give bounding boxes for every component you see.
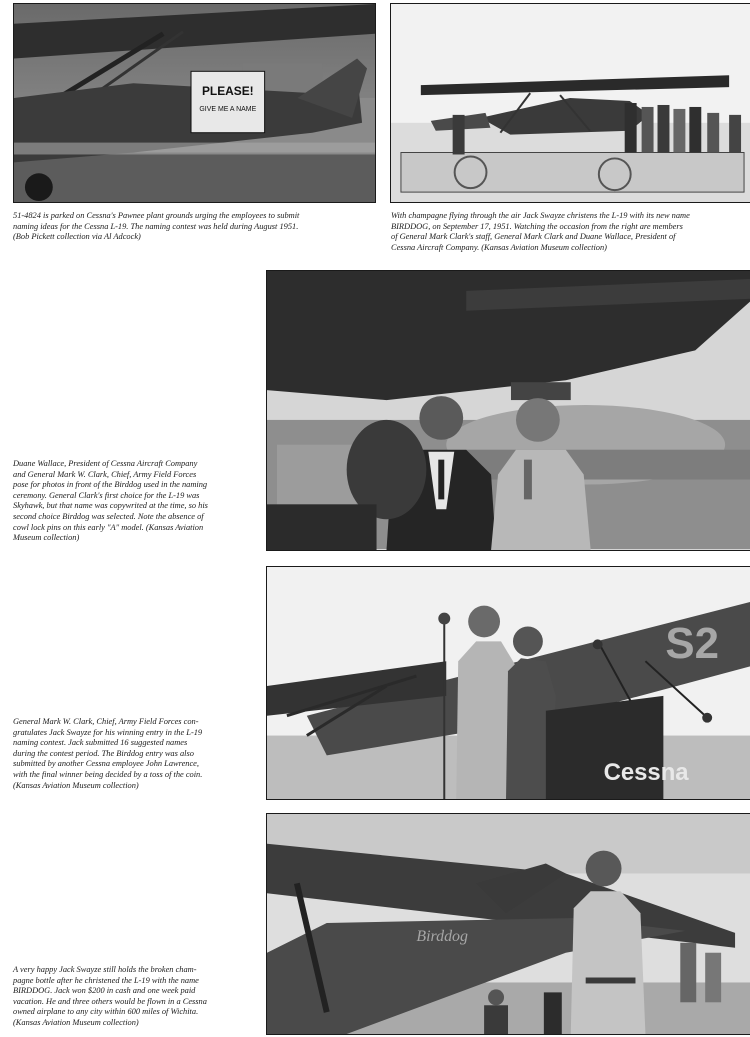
caption1-line: (Bob Pickett collection via Al Adcock) <box>13 232 141 242</box>
caption4-line: General Mark W. Clark, Chief, Army Field Forces con- <box>13 717 199 726</box>
photo-wallace-and-clark <box>266 270 750 551</box>
caption3-line: Skyhawk, but that name was copywrited at the time, so his <box>13 501 208 511</box>
caption-parked-l19 <box>13 211 381 243</box>
caption5-line: BIRDDOG. Jack won $200 in cash and one week paid <box>13 986 196 996</box>
photo1-sign <box>191 71 265 132</box>
caption5-line: vacation. He and three others would be flown in a Cessna <box>13 996 207 1006</box>
photo1-artwork <box>14 4 375 202</box>
photo5-artwork <box>267 814 750 1034</box>
photo-happy-jack-swayze <box>266 813 750 1035</box>
photo4-artwork <box>267 567 750 799</box>
caption2-line: BIRDDOG, on September 17, 1951. Watching the occasion from the right are members <box>391 221 683 231</box>
caption5-line: owned airplane to any city within 600 miles of Wichita. <box>13 1007 199 1017</box>
caption5-line: pagne bottle after he christened the L-19 with the name <box>13 975 199 985</box>
photo-parked-l19-naming-sign <box>13 3 376 203</box>
photo-clark-congratulates-swayze <box>266 566 750 800</box>
caption-christening <box>391 211 750 253</box>
caption1-line: 51-4824 is parked on Cessna's Pawnee plant grounds urging the employees to submit <box>13 211 300 220</box>
caption-wallace-and-clark <box>13 459 263 544</box>
caption3-line: Museum collection) <box>13 533 80 543</box>
caption4-line: during the contest period. The Birddog entry was also <box>13 748 194 758</box>
caption4-line: submitted by another Cessna employee John Lawrence, <box>13 759 199 769</box>
caption3-line: pose for photos in front of the Birddog used in the naming <box>13 480 208 490</box>
caption-clark-congratulates-swayze <box>13 717 265 791</box>
caption2-line: With champagne flying through the air Jack Swayze christens the L-19 with its new name <box>391 211 690 220</box>
caption2-line: Cessna Aircraft Company. (Kansas Aviation Museum collection) <box>391 242 607 252</box>
caption3-line: ceremony. General Clark's first choice for the L-19 was <box>13 490 200 500</box>
caption5-line: A very happy Jack Swayze still holds the broken cham- <box>13 965 197 974</box>
caption4-line: (Kansas Aviation Museum collection) <box>13 780 139 790</box>
photo4-podium-banner: Cessna <box>603 759 689 787</box>
photo1-sign-line-1: PLEASE! <box>201 84 254 99</box>
caption4-line: gratulates Jack Swayze for his winning entry in the L-19 <box>13 727 203 737</box>
caption2-line: of General Mark Clark's staff, General Mark Clark and Duane Wallace, President of <box>391 232 676 242</box>
photo4-fuselage-marking: S2 <box>665 619 719 669</box>
caption1-line: naming ideas for the Cessna L-19. The naming contest was held during August 1951. <box>13 221 299 231</box>
caption4-line: naming contest. Jack submitted 16 suggested names <box>13 738 188 748</box>
caption5-line: (Kansas Aviation Museum collection) <box>13 1017 139 1027</box>
caption3-line: cowl lock pins on this early "A" model. (Kansas Aviation <box>13 522 204 532</box>
photo3-artwork <box>267 271 750 550</box>
caption4-line: with the final winner being decided by a toss of the coin. <box>13 769 203 779</box>
caption3-line: second choice Birddog was selected. Note the absence of <box>13 511 204 521</box>
photo5-fuselage-name: Birddog <box>416 927 468 945</box>
caption3-line: Duane Wallace, President of Cessna Aircraft Company <box>13 459 198 468</box>
photo2-artwork <box>391 4 750 202</box>
caption-happy-jack-swayze <box>13 965 265 1029</box>
caption3-line: and General Mark W. Clark, Chief, Army Field Forces <box>13 469 197 479</box>
photo-christening-platform <box>390 3 750 203</box>
photo1-sign-line-2: GIVE ME A NAME <box>199 105 257 113</box>
